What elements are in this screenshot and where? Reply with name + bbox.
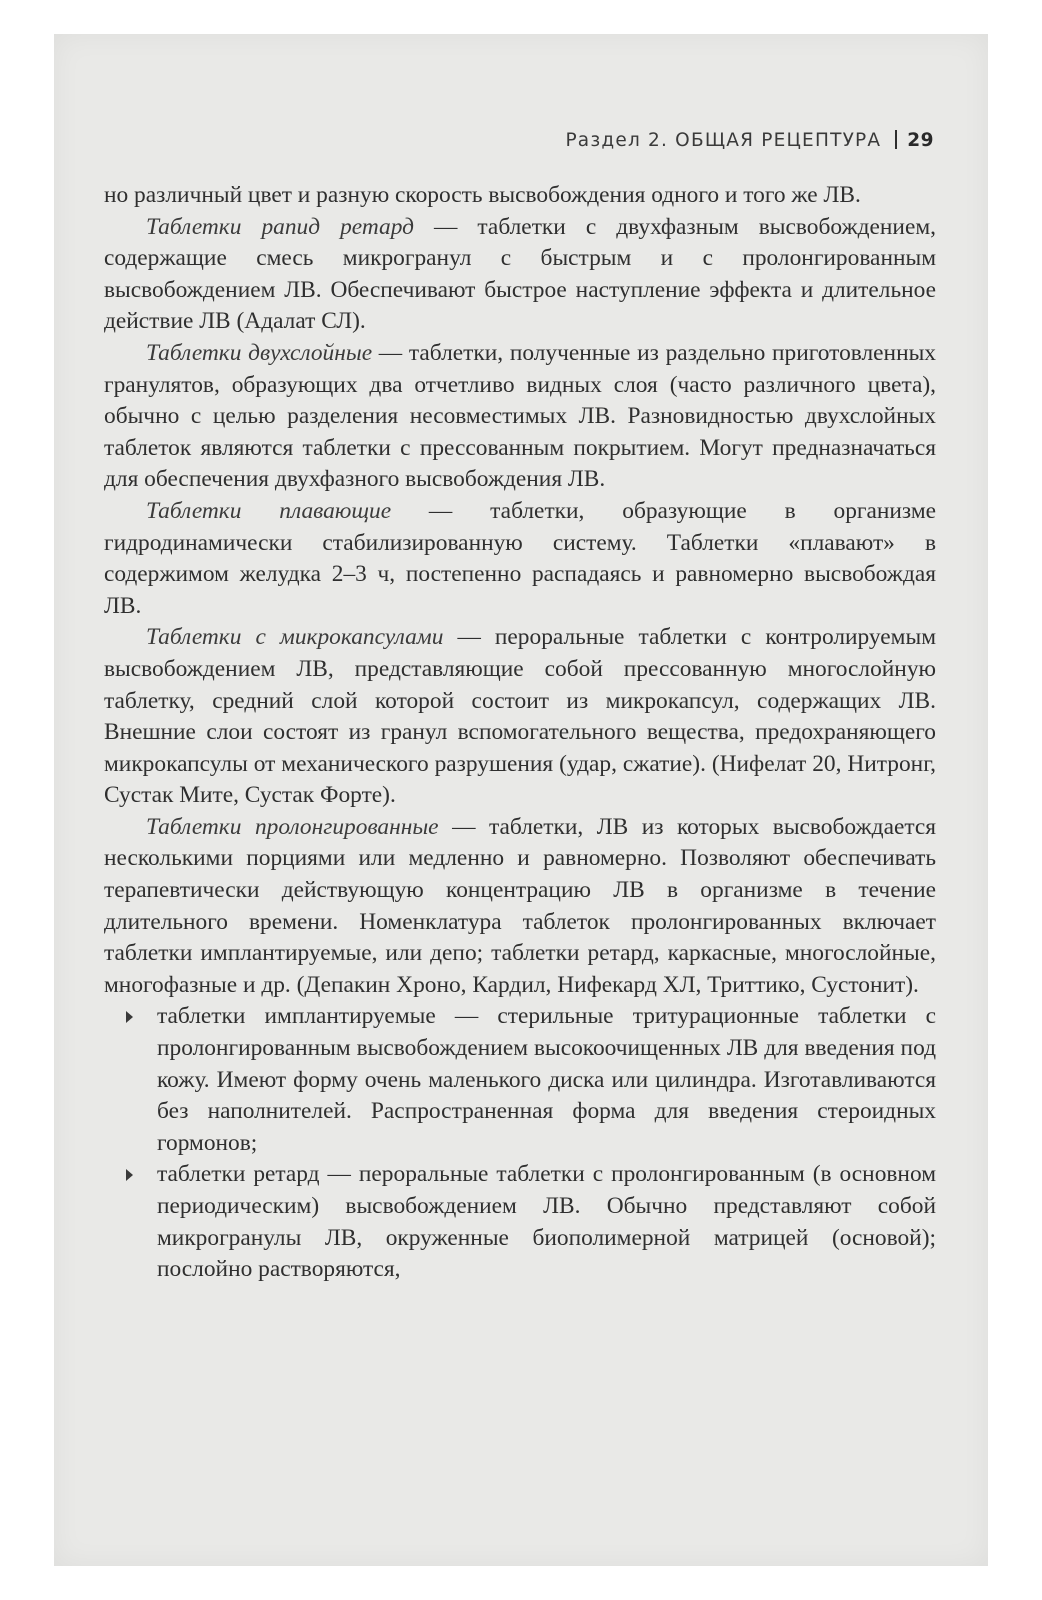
definition-paragraph — [104, 496, 936, 622]
definition-paragraph — [104, 622, 936, 812]
definition-text: — таблетки с двухфазным высвобождением, содержащие смесь микрогранул с быстрым и с пролонгированным высвобождением ЛВ. Обеспечивают быстрое наступление эффекта и длительное действие ЛВ (Адалат СЛ). — [104, 213, 936, 335]
definition-text: — таблетки, полученные из раздельно приготовленных гранулятов, образующих два отчетливо видных слоя (часто различного цвета), обычно с целью разделения несовместимых ЛВ. Разновидностью двухслойных таблеток являются таблетки с прессованным покрытием. Могут предназначаться для обеспечения двухфазного высвобождения ЛВ. — [104, 339, 937, 493]
definition-text: — таблетки, образующие в организме гидродинамически стабилизированную систему. Таблетки «плавают» в содержимом желудка 2–3 ч, постепенно распадаясь и равномерно высвобождая ЛВ. — [104, 497, 936, 619]
term-floating: Таблетки плавающие — [146, 497, 392, 524]
scanned-page — [54, 34, 988, 1566]
paragraph-text: но различный цвет и разную скорость высвобождения одного и того же ЛВ. — [104, 182, 861, 208]
page-body — [104, 180, 936, 1286]
triangle-bullet-icon — [126, 1011, 133, 1023]
section-title: Раздел 2. ОБЩАЯ РЕЦЕПТУРА — [565, 130, 882, 151]
list-item — [104, 1001, 936, 1159]
running-header — [54, 130, 934, 151]
definition-paragraph — [104, 812, 936, 1002]
definition-paragraph — [104, 212, 936, 338]
definition-text: — таблетки, ЛВ из которых высвобождается несколькими порциями или медленно и равномерно. Позволяют обеспечивать терапевтически действующую концентрацию ЛВ в организме в течение длительного времени. Номенклатура таблеток пролонгированных включает таблетки имплантируемые, или депо; таблетки ретард, каркасные, многослойные, многофазные и др. (Депакин Хроно, Кардил, Нифекард ХЛ, Триттико, Сустонит). — [104, 813, 936, 998]
triangle-bullet-icon — [126, 1169, 133, 1181]
term-rapid-retard: Таблетки рапид ретард — [146, 213, 414, 240]
page-number: 29 — [907, 130, 934, 151]
paragraph-continuation — [104, 180, 936, 212]
term-microcapsules: Таблетки с микрокапсулами — [146, 624, 444, 651]
list-item-text: таблетки имплантируемые — стерильные тритурационные таблетки с пролонгированным высвобождением высокоочищенных ЛВ для введения под кожу. Имеют форму очень маленького диска или цилиндра. Изготавливаются без наполнителей. Распространенная форма для введения стероидных гормонов; — [157, 1003, 936, 1156]
header-separator — [895, 130, 897, 149]
bullet-list — [104, 1001, 936, 1285]
term-prolonged: Таблетки пролонгированные — [146, 813, 439, 840]
definition-text: — пероральные таблетки с контролируемым высвобождением ЛВ, представляющие собой прессованную многослойную таблетку, средний слой которой состоит из микрокапсул, содержащих ЛВ. Внешние слои состоят из гранул вспомогательного вещества, предохраняющего микрокапсулы от механического разрушения (удар, сжатие). (Нифелат 20, Нитронг, Сустак Мите, Сустак Форте). — [104, 624, 936, 809]
definition-paragraph — [104, 338, 936, 496]
term-bilayer: Таблетки двухслойные — [146, 339, 373, 366]
list-item — [104, 1159, 936, 1285]
list-item-text: таблетки ретард — пероральные таблетки с пролонгированным (в основном периодическим) высвобождением ЛВ. Обычно представляют собой микрогранулы ЛВ, окруженные биополимерной матрицей (основой); послойно растворяются, — [157, 1161, 936, 1283]
